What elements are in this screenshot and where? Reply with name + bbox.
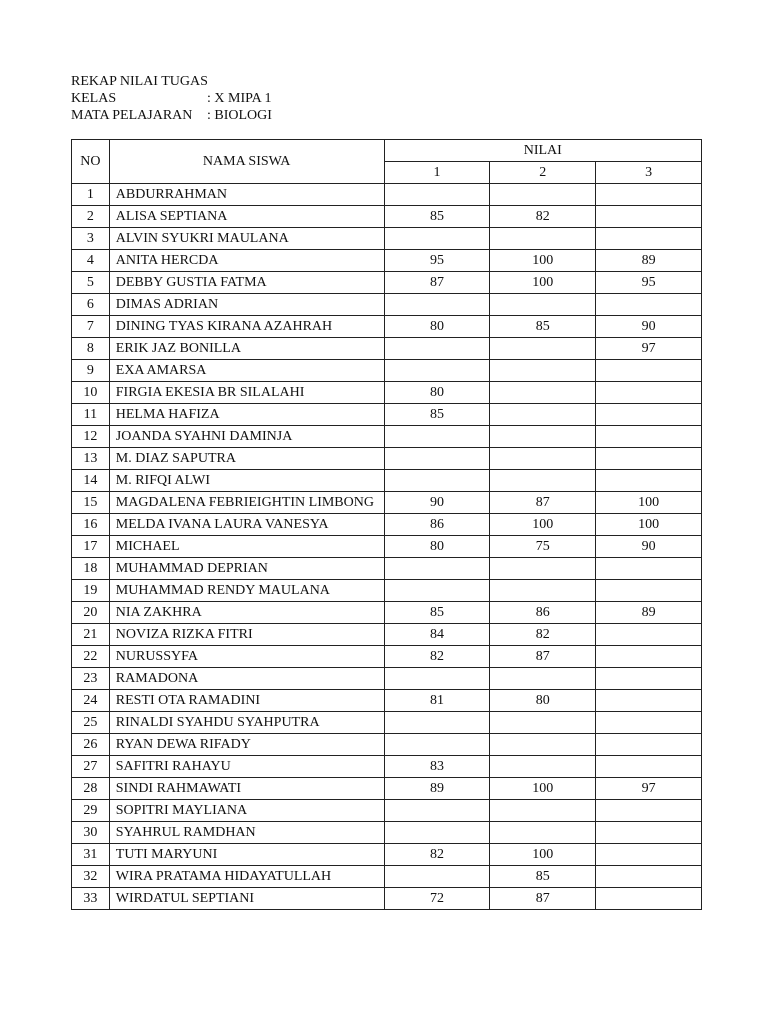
score-3 bbox=[596, 844, 702, 866]
student-name: DINING TYAS KIRANA AZAHRAH bbox=[109, 316, 384, 338]
student-name: DEBBY GUSTIA FATMA bbox=[109, 272, 384, 294]
score-1: 90 bbox=[384, 492, 490, 514]
score-3: 90 bbox=[596, 316, 702, 338]
score-3 bbox=[596, 888, 702, 910]
student-name: TUTI MARYUNI bbox=[109, 844, 384, 866]
score-1 bbox=[384, 470, 490, 492]
score-2: 87 bbox=[490, 646, 596, 668]
header-row-1 bbox=[72, 140, 702, 162]
row-no: 24 bbox=[72, 690, 110, 712]
score-1: 81 bbox=[384, 690, 490, 712]
student-name: MUHAMMAD RENDY MAULANA bbox=[109, 580, 384, 602]
score-3 bbox=[596, 426, 702, 448]
table-row bbox=[72, 888, 702, 910]
student-name: FIRGIA EKESIA BR SILALAHI bbox=[109, 382, 384, 404]
score-2: 87 bbox=[490, 492, 596, 514]
score-1: 95 bbox=[384, 250, 490, 272]
table-row bbox=[72, 426, 702, 448]
kelas-row bbox=[71, 90, 272, 107]
table-body bbox=[72, 184, 702, 910]
table-row bbox=[72, 294, 702, 316]
score-2 bbox=[490, 184, 596, 206]
score-3 bbox=[596, 558, 702, 580]
student-name: RINALDI SYAHDU SYAHPUTRA bbox=[109, 712, 384, 734]
row-no: 30 bbox=[72, 822, 110, 844]
row-no: 2 bbox=[72, 206, 110, 228]
table-row bbox=[72, 800, 702, 822]
score-2: 100 bbox=[490, 272, 596, 294]
score-2 bbox=[490, 712, 596, 734]
row-no: 25 bbox=[72, 712, 110, 734]
table-row bbox=[72, 514, 702, 536]
row-no: 22 bbox=[72, 646, 110, 668]
score-3 bbox=[596, 206, 702, 228]
student-name: SINDI RAHMAWATI bbox=[109, 778, 384, 800]
row-no: 21 bbox=[72, 624, 110, 646]
table-row bbox=[72, 184, 702, 206]
row-no: 3 bbox=[72, 228, 110, 250]
row-no: 33 bbox=[72, 888, 110, 910]
score-3: 100 bbox=[596, 492, 702, 514]
score-1: 82 bbox=[384, 646, 490, 668]
score-2: 82 bbox=[490, 624, 596, 646]
score-3 bbox=[596, 404, 702, 426]
table-row bbox=[72, 360, 702, 382]
student-name: MELDA IVANA LAURA VANESYA bbox=[109, 514, 384, 536]
score-3 bbox=[596, 624, 702, 646]
row-no: 26 bbox=[72, 734, 110, 756]
score-3 bbox=[596, 668, 702, 690]
score-3 bbox=[596, 382, 702, 404]
table-head bbox=[72, 140, 702, 184]
grades-table bbox=[71, 139, 702, 910]
score-3 bbox=[596, 360, 702, 382]
row-no: 19 bbox=[72, 580, 110, 602]
row-no: 1 bbox=[72, 184, 110, 206]
student-name: ABDURRAHMAN bbox=[109, 184, 384, 206]
row-no: 23 bbox=[72, 668, 110, 690]
student-name: MICHAEL bbox=[109, 536, 384, 558]
score-1 bbox=[384, 184, 490, 206]
score-3 bbox=[596, 800, 702, 822]
score-2 bbox=[490, 822, 596, 844]
score-1 bbox=[384, 228, 490, 250]
table-row bbox=[72, 822, 702, 844]
score-1 bbox=[384, 580, 490, 602]
row-no: 20 bbox=[72, 602, 110, 624]
score-2: 80 bbox=[490, 690, 596, 712]
score-1: 85 bbox=[384, 602, 490, 624]
score-3 bbox=[596, 184, 702, 206]
score-1: 85 bbox=[384, 404, 490, 426]
table-row bbox=[72, 668, 702, 690]
row-no: 17 bbox=[72, 536, 110, 558]
kelas-label: KELAS bbox=[71, 91, 117, 106]
table-row bbox=[72, 558, 702, 580]
score-2 bbox=[490, 800, 596, 822]
student-name: WIRA PRATAMA HIDAYATULLAH bbox=[109, 866, 384, 888]
student-name: M. DIAZ SAPUTRA bbox=[109, 448, 384, 470]
row-no: 18 bbox=[72, 558, 110, 580]
score-3: 90 bbox=[596, 536, 702, 558]
score-2 bbox=[490, 404, 596, 426]
score-2 bbox=[490, 580, 596, 602]
student-name: ANITA HERCDA bbox=[109, 250, 384, 272]
row-no: 16 bbox=[72, 514, 110, 536]
student-name: DIMAS ADRIAN bbox=[109, 294, 384, 316]
student-name: SAFITRI RAHAYU bbox=[109, 756, 384, 778]
score-1 bbox=[384, 800, 490, 822]
student-name: NURUSSYFA bbox=[109, 646, 384, 668]
score-3 bbox=[596, 294, 702, 316]
score-2 bbox=[490, 734, 596, 756]
student-name: ALISA SEPTIANA bbox=[109, 206, 384, 228]
score-3 bbox=[596, 712, 702, 734]
score-2: 86 bbox=[490, 602, 596, 624]
score-1: 72 bbox=[384, 888, 490, 910]
header-nilai: NILAI bbox=[384, 140, 701, 162]
row-no: 14 bbox=[72, 470, 110, 492]
score-1 bbox=[384, 668, 490, 690]
score-1 bbox=[384, 734, 490, 756]
score-3 bbox=[596, 756, 702, 778]
score-2: 100 bbox=[490, 514, 596, 536]
mapel-label: MATA PELAJARAN bbox=[71, 108, 193, 123]
table-row bbox=[72, 602, 702, 624]
score-3 bbox=[596, 470, 702, 492]
table-row bbox=[72, 250, 702, 272]
table-row bbox=[72, 382, 702, 404]
score-2 bbox=[490, 338, 596, 360]
student-name: EXA AMARSA bbox=[109, 360, 384, 382]
score-3: 97 bbox=[596, 778, 702, 800]
score-3: 89 bbox=[596, 250, 702, 272]
row-no: 5 bbox=[72, 272, 110, 294]
score-2 bbox=[490, 382, 596, 404]
row-no: 27 bbox=[72, 756, 110, 778]
row-no: 11 bbox=[72, 404, 110, 426]
table-row bbox=[72, 844, 702, 866]
score-2: 87 bbox=[490, 888, 596, 910]
row-no: 28 bbox=[72, 778, 110, 800]
row-no: 32 bbox=[72, 866, 110, 888]
score-3 bbox=[596, 866, 702, 888]
table-row bbox=[72, 338, 702, 360]
score-2: 82 bbox=[490, 206, 596, 228]
table-row bbox=[72, 206, 702, 228]
score-1: 83 bbox=[384, 756, 490, 778]
score-2 bbox=[490, 228, 596, 250]
student-name: NOVIZA RIZKA FITRI bbox=[109, 624, 384, 646]
header-no: NO bbox=[72, 140, 110, 184]
score-3 bbox=[596, 734, 702, 756]
row-no: 6 bbox=[72, 294, 110, 316]
doc-title-row bbox=[71, 73, 272, 90]
score-3 bbox=[596, 822, 702, 844]
score-2: 100 bbox=[490, 778, 596, 800]
table-row bbox=[72, 580, 702, 602]
score-3 bbox=[596, 448, 702, 470]
score-1: 87 bbox=[384, 272, 490, 294]
table-row bbox=[72, 778, 702, 800]
score-3 bbox=[596, 580, 702, 602]
score-1 bbox=[384, 822, 490, 844]
score-2: 75 bbox=[490, 536, 596, 558]
score-3: 89 bbox=[596, 602, 702, 624]
score-1: 84 bbox=[384, 624, 490, 646]
table-row bbox=[72, 734, 702, 756]
row-no: 10 bbox=[72, 382, 110, 404]
score-1 bbox=[384, 360, 490, 382]
table-row bbox=[72, 624, 702, 646]
kelas-value: : X MIPA 1 bbox=[207, 91, 272, 106]
score-1 bbox=[384, 338, 490, 360]
row-no: 12 bbox=[72, 426, 110, 448]
header-nilai-3: 3 bbox=[596, 162, 702, 184]
score-2 bbox=[490, 470, 596, 492]
student-name: NIA ZAKHRA bbox=[109, 602, 384, 624]
mapel-row bbox=[71, 107, 272, 124]
score-3: 97 bbox=[596, 338, 702, 360]
score-1 bbox=[384, 712, 490, 734]
row-no: 31 bbox=[72, 844, 110, 866]
student-name: SOPITRI MAYLIANA bbox=[109, 800, 384, 822]
score-2 bbox=[490, 558, 596, 580]
score-2: 85 bbox=[490, 866, 596, 888]
table-row bbox=[72, 316, 702, 338]
score-1: 89 bbox=[384, 778, 490, 800]
score-2 bbox=[490, 426, 596, 448]
doc-title: REKAP NILAI TUGAS bbox=[71, 74, 208, 89]
score-1: 86 bbox=[384, 514, 490, 536]
document-header bbox=[71, 73, 272, 124]
score-2 bbox=[490, 448, 596, 470]
table-row bbox=[72, 404, 702, 426]
score-1 bbox=[384, 426, 490, 448]
score-3: 95 bbox=[596, 272, 702, 294]
score-2 bbox=[490, 360, 596, 382]
score-1 bbox=[384, 558, 490, 580]
student-name: HELMA HAFIZA bbox=[109, 404, 384, 426]
student-name: RAMADONA bbox=[109, 668, 384, 690]
table-row bbox=[72, 272, 702, 294]
score-2 bbox=[490, 294, 596, 316]
row-no: 8 bbox=[72, 338, 110, 360]
table-row bbox=[72, 712, 702, 734]
table-row bbox=[72, 470, 702, 492]
score-1: 80 bbox=[384, 316, 490, 338]
score-2: 100 bbox=[490, 844, 596, 866]
table-row bbox=[72, 228, 702, 250]
score-2: 100 bbox=[490, 250, 596, 272]
score-1: 85 bbox=[384, 206, 490, 228]
score-3 bbox=[596, 646, 702, 668]
table-row bbox=[72, 690, 702, 712]
student-name: WIRDATUL SEPTIANI bbox=[109, 888, 384, 910]
student-name: JOANDA SYAHNI DAMINJA bbox=[109, 426, 384, 448]
score-1: 82 bbox=[384, 844, 490, 866]
table-row bbox=[72, 492, 702, 514]
row-no: 15 bbox=[72, 492, 110, 514]
student-name: SYAHRUL RAMDHAN bbox=[109, 822, 384, 844]
student-name: ERIK JAZ BONILLA bbox=[109, 338, 384, 360]
score-2 bbox=[490, 668, 596, 690]
header-nilai-1: 1 bbox=[384, 162, 490, 184]
score-1: 80 bbox=[384, 382, 490, 404]
header-name: NAMA SISWA bbox=[109, 140, 384, 184]
student-name: ALVIN SYUKRI MAULANA bbox=[109, 228, 384, 250]
student-name: M. RIFQI ALWI bbox=[109, 470, 384, 492]
row-no: 9 bbox=[72, 360, 110, 382]
score-1 bbox=[384, 866, 490, 888]
score-2 bbox=[490, 756, 596, 778]
student-name: RYAN DEWA RIFADY bbox=[109, 734, 384, 756]
score-3: 100 bbox=[596, 514, 702, 536]
row-no: 7 bbox=[72, 316, 110, 338]
table-row bbox=[72, 646, 702, 668]
table-row bbox=[72, 536, 702, 558]
table-row bbox=[72, 448, 702, 470]
row-no: 29 bbox=[72, 800, 110, 822]
score-1: 80 bbox=[384, 536, 490, 558]
row-no: 13 bbox=[72, 448, 110, 470]
student-name: MUHAMMAD DEPRIAN bbox=[109, 558, 384, 580]
student-name: RESTI OTA RAMADINI bbox=[109, 690, 384, 712]
row-no: 4 bbox=[72, 250, 110, 272]
mapel-value: : BIOLOGI bbox=[207, 108, 272, 123]
header-nilai-2: 2 bbox=[490, 162, 596, 184]
score-3 bbox=[596, 228, 702, 250]
score-3 bbox=[596, 690, 702, 712]
score-1 bbox=[384, 294, 490, 316]
score-2: 85 bbox=[490, 316, 596, 338]
score-1 bbox=[384, 448, 490, 470]
table-row bbox=[72, 756, 702, 778]
student-name: MAGDALENA FEBRIEIGHTIN LIMBONG bbox=[109, 492, 384, 514]
table-row bbox=[72, 866, 702, 888]
